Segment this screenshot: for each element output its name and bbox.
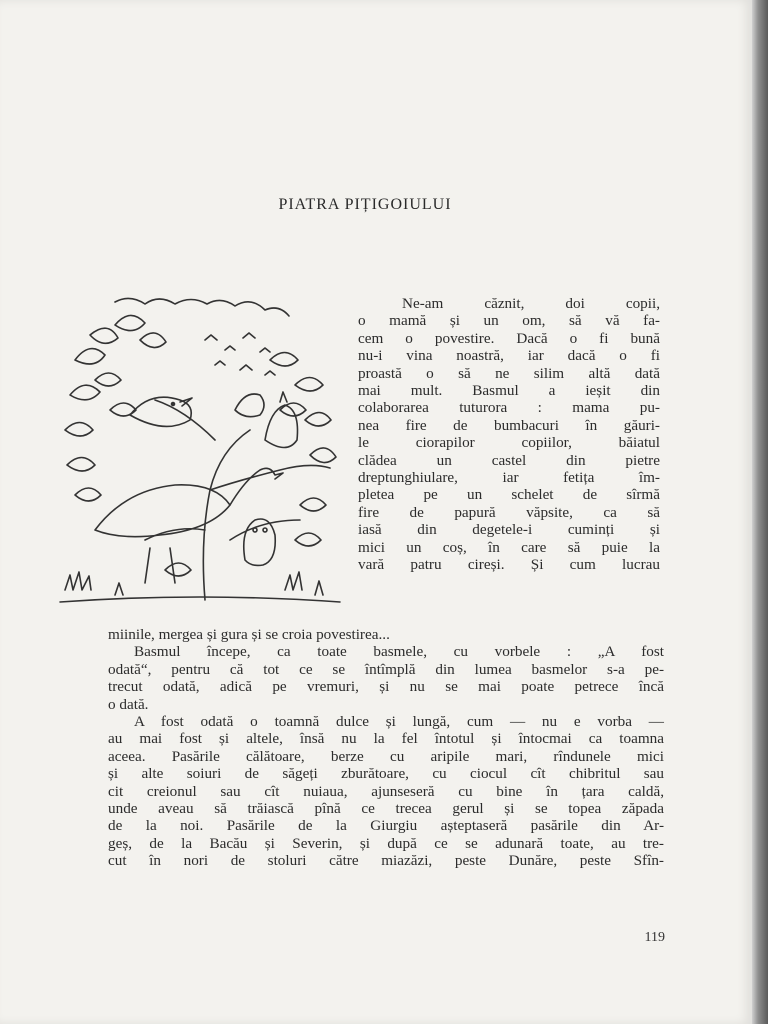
text-line: iasă din degetele-i cuminți și [358,521,660,539]
text-line: trecut odată, adică pe vremuri, și nu se mai poate petrece încă [108,678,664,696]
page-edge-shadow [752,0,768,1024]
text-line: cut în nori de stoluri către miazăzi, peste Dunăre, peste Sfîn- [108,852,664,870]
story-title: PIATRA PIȚIGOIULUI [278,196,452,213]
page-number: 119 [644,930,665,945]
text-line: nea fire de bumbacuri în găuri- [358,416,660,434]
text-line: geș, de la Bacău și Severin, și după ce se adunară toate, au tre- [108,834,664,852]
text-line: mai mult. Basmul a ieșit din [358,382,660,400]
text-line: pletea pe un schelet de sîrmă [358,486,660,504]
text-line: Basmul începe, ca toate basmele, cu vorbele : „A fost [134,643,664,661]
text-line: proastă o să ne silim altă dată [358,364,660,382]
text-line: de la noi. Pasările de la Giurgiu așteptaseră pasările din Ar- [108,817,664,835]
text-line: Ne-am căznit, doi copii, [402,295,660,312]
text-line: mici un coș, în care să puie la [358,538,660,556]
text-line: unde aveau să trăiască pînă ce trecea gerul și se topea zăpada [108,800,664,818]
intro-column [358,295,660,574]
text-line: fire de papură văpsite, ca să [358,503,660,521]
text-line: cem o povestire. Dacă o fi bună [358,329,660,347]
text-line: colaborarea tuturora : mama pu- [358,399,660,417]
text-line: clădea un castel din pietre [358,451,660,469]
text-line: o mamă și un om, să vă fa- [358,312,660,330]
text-line: cit creionul sau cît nuiaua, ajunseseră cu bine în țara caldă, [108,782,664,800]
text-line: aceea. Pasările călătoare, berze cu aripile mari, rîndunele mici [108,747,664,765]
text-line: au mai fost și altele, însă nu la fel întotul și întocmai ca toamna [108,730,664,748]
birds-in-tree-illustration [55,290,345,605]
text-line: și alte soiuri de săgeți zburătoare, cu ciocul cît chibritul sau [108,765,664,783]
body-text [108,626,664,870]
text-line: vară patru cireși. Și cum lucrau [358,556,660,574]
text-line: odată“, pentru că tot ce se întîmplă din lumea basmelor s-a pe- [108,660,664,678]
text-line: le ciorapilor copiilor, băiatul [358,434,660,452]
text-line: A fost odată o toamnă dulce și lungă, cum — nu e vorba — [134,713,664,731]
text-line: o dată. [108,695,149,713]
text-line: dreptunghiulare, iar fetița îm- [358,469,660,487]
text-line: nu-i vina noastră, iar dacă o fi [358,347,660,365]
text-line: miinile, mergea și gura și se croia povestirea... [108,626,390,643]
